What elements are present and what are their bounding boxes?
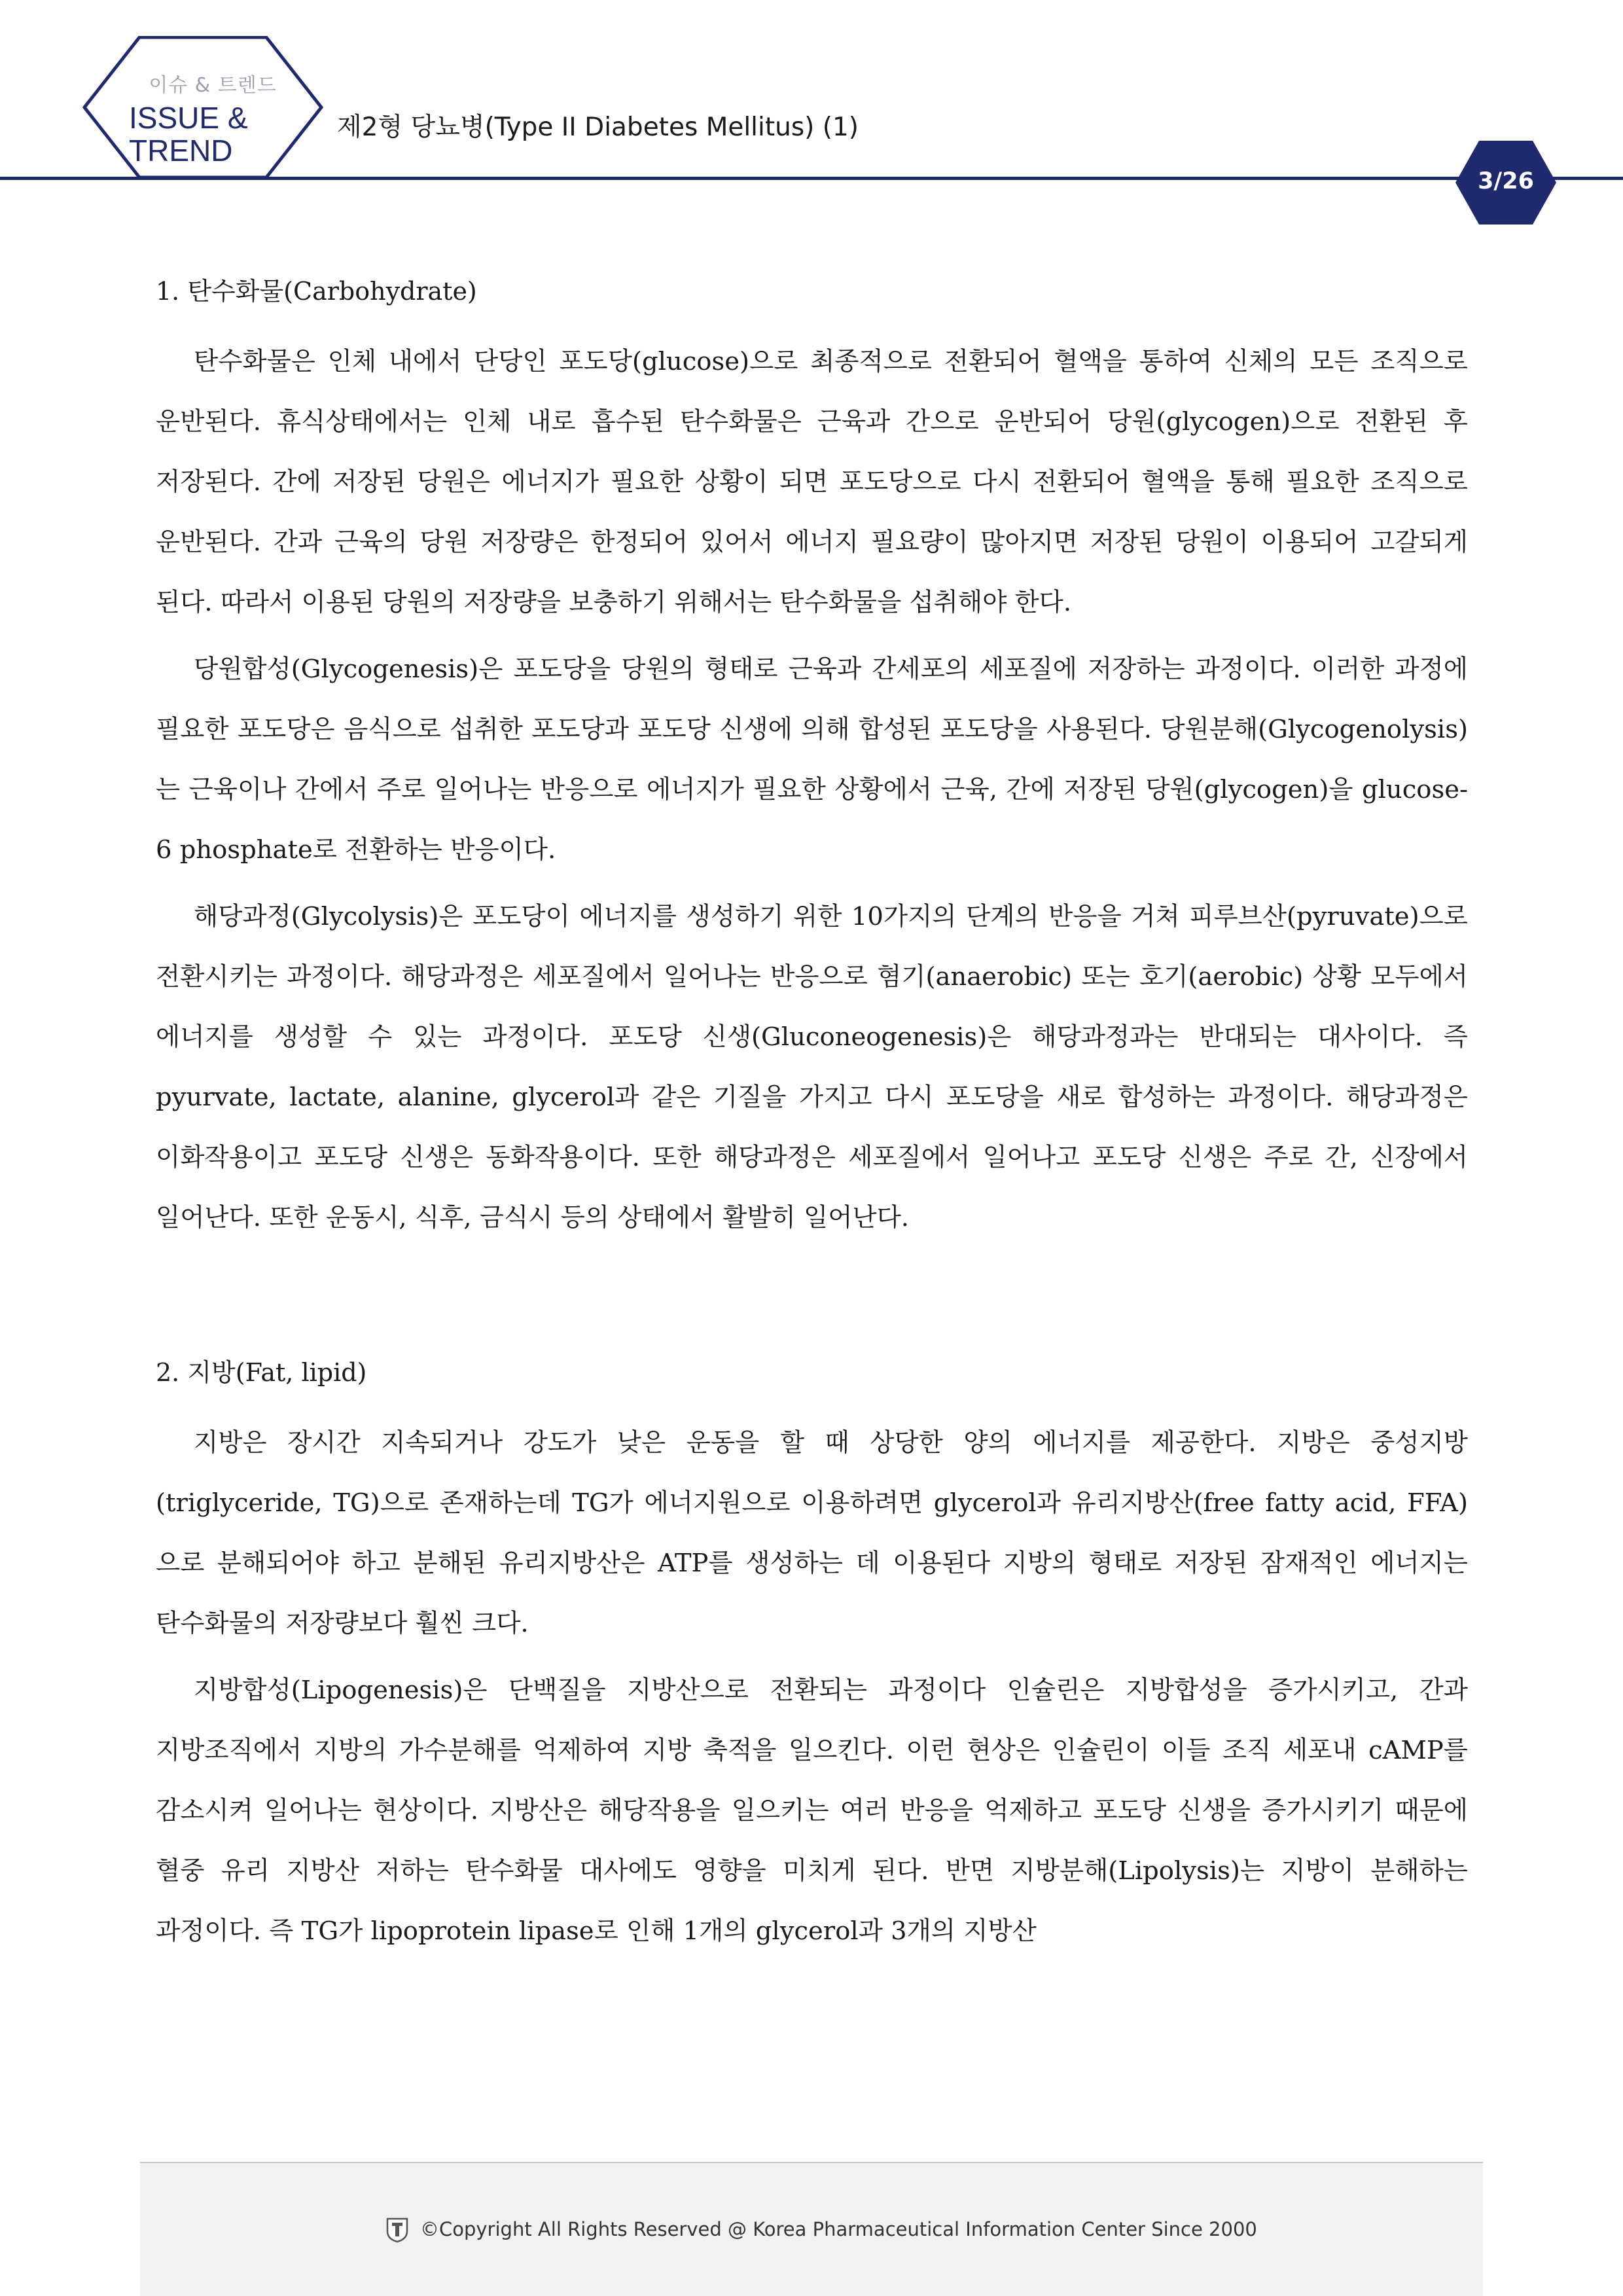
section-fat (156, 1353, 1468, 1962)
document-body (156, 272, 1468, 1962)
section-title: 1. 탄수화물(Carbohydrate) (156, 277, 477, 306)
section-carbohydrate (156, 272, 1468, 1248)
paragraph: 탄수화물은 인체 내에서 단당인 포도당(glucose)으로 최종적으로 전환되어 혈액을 통하여 신체의 모든 조직으로 운반된다. 휴식상태에서는 인체 내로 흡수된 탄수화물은 근육과 간으로 운반되어 당원(glycogen)으로 전환된 후 저장된다. 간에 저장된 당원은 에너지가 필요한 상황이 되면 포도당으로 다시 전환되어 혈액을 통해 필요한 조직으로 운반된다. 간과 근육의 당원 저장량은 한정되어 있어서 에너지 필요량이 많아지면 저장된 당원이 이용되어 고갈되게 된다. 따라서 이용된 당원의 저장량을 보충하기 위해서는 탄수화물을 섭취해야 한다. (156, 347, 1468, 617)
paragraph: 해당과정(Glycolysis)은 포도당이 에너지를 생성하기 위한 10가지의 단계의 반응을 거쳐 피루브산(pyruvate)으로 전환시키는 과정이다. 해당과정은 세포질에서 일어나는 반응으로 혐기(anaerobic) 또는 호기(aerobic) 상황 모두에서 에너지를 생성할 수 있는 과정이다. 포도당 신생(Gluconeogenesis)은 해당과정과는 반대되는 대사이다. 즉 pyurvate, lactate, alanine, glycerol과 같은 기질을 가지고 다시 포도당을 새로 합성하는 과정이다. 해당과정은 이화작용이고 포도당 신생은 동화작용이다. 또한 해당과정은 세포질에서 일어나고 포도당 신생은 주로 간, 신장에서 일어난다. 또한 운동시, 식후, 금식시 등의 상태에서 활발히 일어난다. (156, 902, 1468, 1232)
badge-title (129, 101, 286, 167)
page-number: 3/26 (1478, 168, 1534, 194)
section-title: 2. 지방(Fat, lipid) (156, 1358, 367, 1387)
kpic-shield-icon (385, 2217, 409, 2243)
paragraph: 지방합성(Lipogenesis)은 단백질을 지방산으로 전환되는 과정이다 인슐린은 지방합성을 증가시키고, 간과 지방조직에서 지방의 가수분해를 억제하여 지방 축적을 일으킨다. 이런 현상은 인슐린이 이들 조직 세포내 cAMP를 감소시켜 일어나는 현상이다. 지방산은 해당작용을 일으키는 여러 반응을 억제하고 포도당 신생을 증가시키기 때문에 혈중 유리 지방산 저하는 탄수화물 대사에도 영향을 미치게 된다. 반면 지방분해(Lipolysis)는 지방이 분해하는 과정이다. 즉 TG가 lipoprotein lipase로 인해 1개의 glycerol과 3개의 지방산 (156, 1676, 1468, 1946)
paragraph: 지방은 장시간 지속되거나 강도가 낮은 운동을 할 때 상당한 양의 에너지를 제공한다. 지방은 중성지방(triglyceride, TG)으로 존재하는데 TG가 에너지원으로 이용하려면 glycerol과 유리지방산(free fatty acid, FFA)으로 분해되어야 하고 분해된 유리지방산은 ATP를 생성하는 데 이용된다 지방의 형태로 저장된 잠재적인 에너지는 탄수화물의 저장량보다 훨씬 크다. (156, 1428, 1468, 1638)
footer (140, 2163, 1483, 2296)
document-title: 제2형 당뇨병(Type II Diabetes Mellitus) (1) (337, 113, 859, 142)
badge-title-line2: TREND (129, 134, 233, 168)
paragraph: 당원합성(Glycogenesis)은 포도당을 당원의 형태로 근육과 간세포의 세포질에 저장하는 과정이다. 이러한 과정에 필요한 포도당은 음식으로 섭취한 포도당과 포도당 신생에 의해 합성된 포도당을 사용된다. 당원분해(Glycogenolysis)는 근육이나 간에서 주로 일어나는 반응으로 에너지가 필요한 상황에서 근육, 간에 저장된 당원(glycogen)을 glucose-6 phosphate로 전환하는 반응이다. (156, 655, 1468, 865)
copyright-text: ©Copyright All Rights Reserved @ Korea Pharmaceutical Information Center Since 2000 (420, 2218, 1257, 2240)
issue-trend-badge (82, 36, 324, 179)
badge-subtitle: 이슈 & 트렌드 (149, 74, 277, 97)
badge-title-line1: ISSUE & (129, 101, 248, 135)
page-indicator (1454, 139, 1558, 226)
